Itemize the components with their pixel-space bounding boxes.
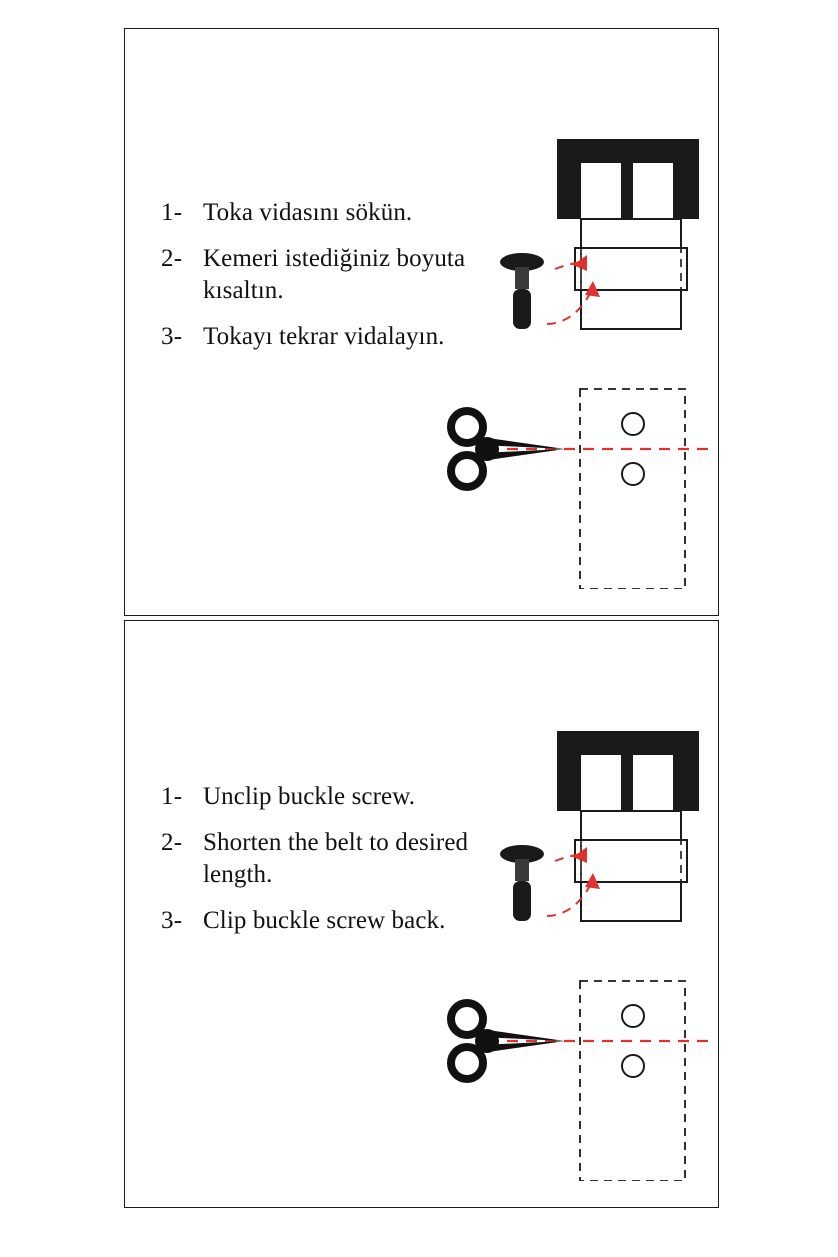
step-text: Toka vidasını sökün. [203, 199, 413, 226]
buckle-screw [500, 253, 544, 329]
belt-buckle [557, 731, 699, 811]
belt-buckle [557, 139, 699, 219]
instruction-panel-english [124, 620, 719, 1208]
step-text: Clip buckle screw back. [203, 907, 446, 934]
step-number: 3- [161, 323, 183, 350]
belt-strap [575, 811, 687, 921]
step-text: Shorten the belt to desired length. [203, 829, 469, 888]
step-number: 3- [161, 907, 183, 934]
step-text: Kemeri istediğiniz boyuta kısaltın. [203, 245, 466, 304]
illustration-turkish [415, 119, 715, 589]
instruction-panel-turkish [124, 28, 719, 616]
step-number: 1- [161, 783, 183, 810]
belt-strap-lower [580, 981, 685, 1181]
step-text: Unclip buckle screw. [203, 783, 416, 810]
belt-strap [575, 219, 687, 329]
step-text: Tokayı tekrar vidalayın. [203, 323, 445, 350]
illustration-english [415, 711, 715, 1181]
step-number: 2- [161, 829, 183, 856]
belt-strap-lower [580, 389, 685, 589]
buckle-screw [500, 845, 544, 921]
step-number: 1- [161, 199, 183, 226]
step-number: 2- [161, 245, 183, 272]
